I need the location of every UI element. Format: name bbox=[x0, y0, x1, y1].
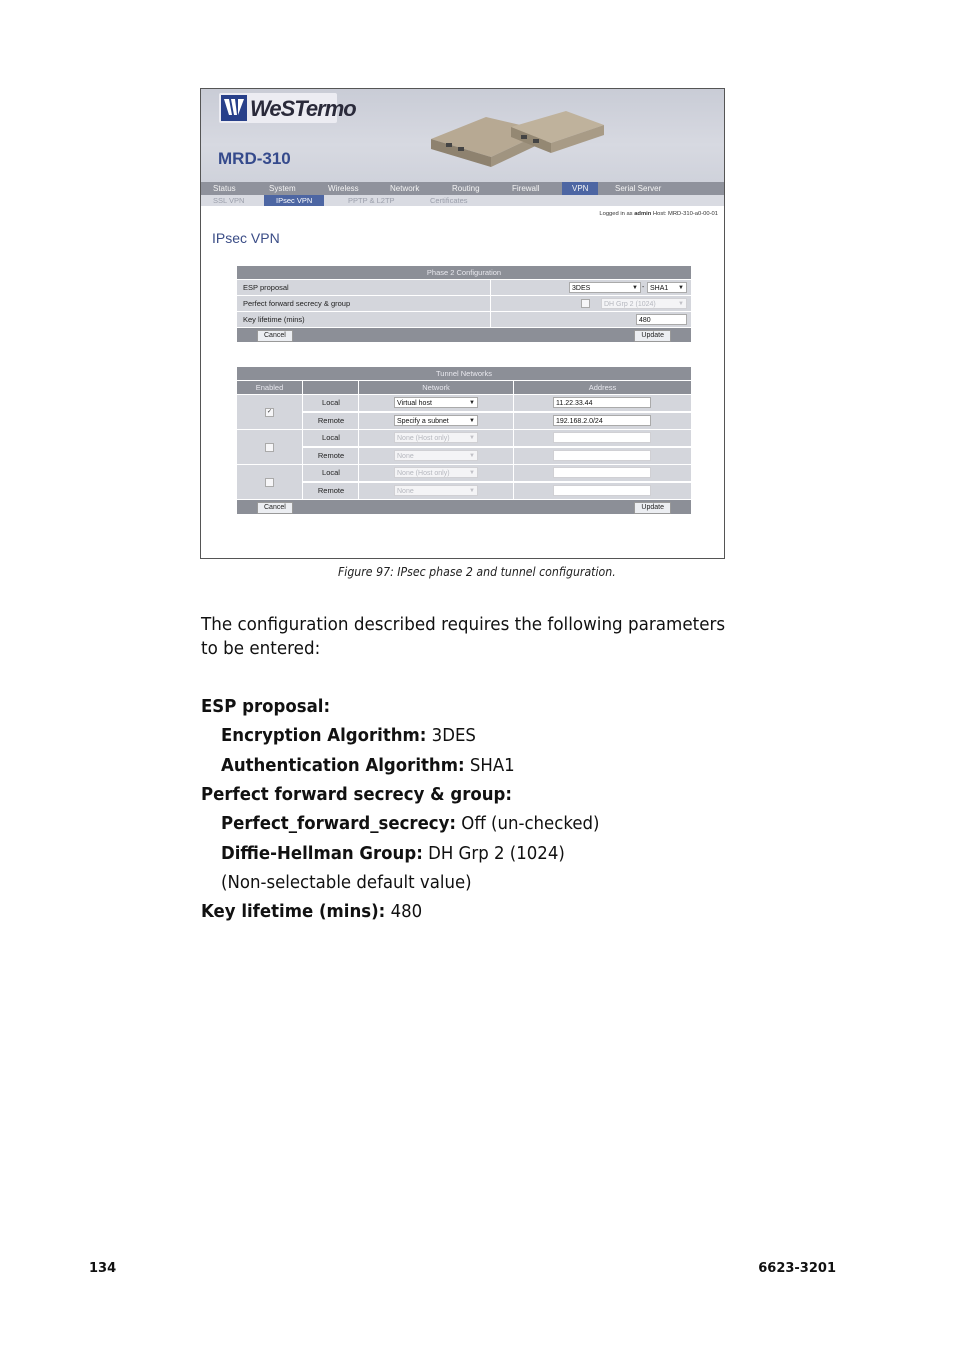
tunnel-2-remote-row: Remote None ▼ bbox=[303, 448, 691, 464]
tunnel-3-remote-network-select[interactable]: None ▼ bbox=[394, 485, 478, 496]
tunnel-2-local-network-select[interactable]: None (Host only) ▼ bbox=[394, 432, 478, 443]
chevron-down-icon: ▼ bbox=[469, 488, 475, 494]
phase2-footer bbox=[237, 327, 691, 342]
nav-serial-server[interactable]: Serial Server bbox=[615, 184, 662, 193]
authentication-algorithm-line: Authentication Algorithm: SHA1 bbox=[221, 755, 515, 776]
pfs-heading: Perfect forward secrecy & group: bbox=[201, 784, 513, 805]
document-number: 6623-3201 bbox=[758, 1261, 836, 1276]
key-lifetime-label: Key lifetime (mins) bbox=[243, 315, 305, 324]
nav-firewall[interactable]: Firewall bbox=[512, 184, 540, 193]
figure-caption: Figure 97: IPsec phase 2 and tunnel configuration. bbox=[338, 564, 616, 579]
nav-status[interactable]: Status bbox=[213, 184, 236, 193]
dh-note-line: (Non-selectable default value) bbox=[221, 872, 472, 893]
tunnel-update-button[interactable]: Update bbox=[634, 502, 671, 514]
chevron-down-icon: ▼ bbox=[469, 418, 475, 424]
router-banner bbox=[201, 89, 724, 182]
tunnel-header: Tunnel Networks bbox=[237, 367, 691, 380]
main-nav bbox=[201, 182, 724, 195]
tunnel-footer bbox=[237, 499, 691, 514]
subnav-pptp-l2tp[interactable]: PPTP & L2TP bbox=[348, 196, 395, 205]
westermo-logo-icon bbox=[221, 95, 247, 121]
tunnel-1-local-address-input[interactable]: 11.22.33.44 bbox=[553, 397, 651, 408]
tunnel-2-enabled-checkbox[interactable] bbox=[265, 443, 274, 452]
tunnel-group-1 bbox=[237, 394, 691, 429]
phase2-table bbox=[237, 266, 691, 342]
tunnel-3-local-network-select[interactable]: None (Host only) ▼ bbox=[394, 467, 478, 478]
esp-dash: - bbox=[642, 284, 645, 291]
pfs-row bbox=[237, 295, 691, 311]
router-device-image bbox=[426, 109, 606, 169]
westermo-logo bbox=[219, 93, 356, 123]
pfs-label: Perfect forward secrecy & group bbox=[243, 299, 351, 308]
esp-proposal-row bbox=[237, 279, 691, 295]
col-network: Network bbox=[422, 383, 450, 392]
esp-encryption-select[interactable]: 3DES ▼ bbox=[569, 282, 641, 293]
esp-heading: ESP proposal: bbox=[201, 696, 331, 717]
page-title: IPsec VPN bbox=[212, 230, 280, 246]
chevron-down-icon: ▼ bbox=[678, 301, 684, 307]
chevron-down-icon: ▼ bbox=[469, 470, 475, 476]
dh-group-select[interactable]: DH Grp 2 (1024) ▼ bbox=[601, 298, 687, 309]
tunnel-1-local-network-select[interactable]: Virtual host ▼ bbox=[394, 397, 478, 408]
tunnel-group-2 bbox=[237, 429, 691, 464]
key-lifetime-row bbox=[237, 311, 691, 327]
chevron-down-icon: ▼ bbox=[469, 400, 475, 406]
encryption-algorithm-line: Encryption Algorithm: 3DES bbox=[221, 725, 476, 746]
col-address: Address bbox=[588, 383, 617, 392]
page-number: 134 bbox=[89, 1261, 117, 1276]
tunnel-3-remote-row: Remote None ▼ bbox=[303, 483, 691, 499]
tunnel-2-local-address-input[interactable] bbox=[553, 432, 651, 443]
figure-screenshot bbox=[200, 88, 725, 559]
chevron-down-icon: ▼ bbox=[678, 285, 684, 291]
logo-text: WeSTermo bbox=[250, 96, 356, 121]
esp-auth-select[interactable]: SHA1 ▼ bbox=[647, 282, 687, 293]
chevron-down-icon: ▼ bbox=[469, 453, 475, 459]
tunnel-networks-table bbox=[237, 367, 691, 514]
key-lifetime-input[interactable]: 480 bbox=[636, 314, 687, 325]
chevron-down-icon: ▼ bbox=[632, 285, 638, 291]
login-status: Logged in as admin Host: MRD-310-a0-00-01 bbox=[599, 211, 718, 217]
col-enabled: Enabled bbox=[255, 383, 284, 392]
tunnel-group-3 bbox=[237, 464, 691, 499]
esp-proposal-label: ESP proposal bbox=[243, 283, 289, 292]
phase2-header: Phase 2 Configuration bbox=[237, 266, 691, 279]
phase2-update-button[interactable]: Update bbox=[634, 330, 671, 342]
phase2-cancel-button[interactable]: Cancel bbox=[257, 330, 293, 342]
subnav-certificates[interactable]: Certificates bbox=[430, 196, 468, 205]
intro-paragraph: The configuration described requires the following parameters to be entered: bbox=[201, 614, 726, 659]
tunnel-3-local-row: Local None (Host only) ▼ bbox=[303, 465, 691, 481]
tunnel-1-enabled-checkbox[interactable]: ✓ bbox=[266, 409, 273, 415]
subnav-ipsec-vpn[interactable]: IPsec VPN bbox=[264, 195, 324, 206]
pfs-line: Perfect_forward_secrecy: Off (un-checked) bbox=[221, 813, 600, 834]
tunnel-3-local-address-input[interactable] bbox=[553, 467, 651, 478]
tunnel-3-enabled-checkbox[interactable] bbox=[265, 478, 274, 487]
nav-system[interactable]: System bbox=[269, 184, 296, 193]
tunnel-columns bbox=[237, 380, 691, 394]
nav-network[interactable]: Network bbox=[390, 184, 420, 193]
nav-vpn[interactable]: VPN bbox=[562, 182, 598, 195]
pfs-checkbox[interactable] bbox=[581, 299, 590, 308]
subnav-ssl-vpn[interactable]: SSL VPN bbox=[213, 196, 245, 205]
tunnel-2-remote-address-input[interactable] bbox=[553, 450, 651, 461]
tunnel-1-remote-address-input[interactable]: 192.168.2.0/24 bbox=[553, 415, 651, 426]
dh-group-line: Diffie-Hellman Group: DH Grp 2 (1024) bbox=[221, 843, 565, 864]
tunnel-1-local-row: Local Virtual host ▼ 11.22.33.44 bbox=[303, 395, 691, 411]
key-lifetime-line: Key lifetime (mins): 480 bbox=[201, 901, 423, 922]
nav-wireless[interactable]: Wireless bbox=[328, 184, 359, 193]
tunnel-cancel-button[interactable]: Cancel bbox=[257, 502, 293, 514]
model-name: MRD-310 bbox=[218, 149, 291, 168]
tunnel-1-remote-network-select[interactable]: Specify a subnet ▼ bbox=[394, 415, 478, 426]
tunnel-1-remote-row: Remote Specify a subnet ▼ 192.168.2.0/24 bbox=[303, 413, 691, 429]
tunnel-3-remote-address-input[interactable] bbox=[553, 485, 651, 496]
nav-routing[interactable]: Routing bbox=[452, 184, 480, 193]
tunnel-2-local-row: Local None (Host only) ▼ bbox=[303, 430, 691, 446]
tunnel-2-remote-network-select[interactable]: None ▼ bbox=[394, 450, 478, 461]
chevron-down-icon: ▼ bbox=[469, 435, 475, 441]
sub-nav bbox=[201, 195, 724, 206]
